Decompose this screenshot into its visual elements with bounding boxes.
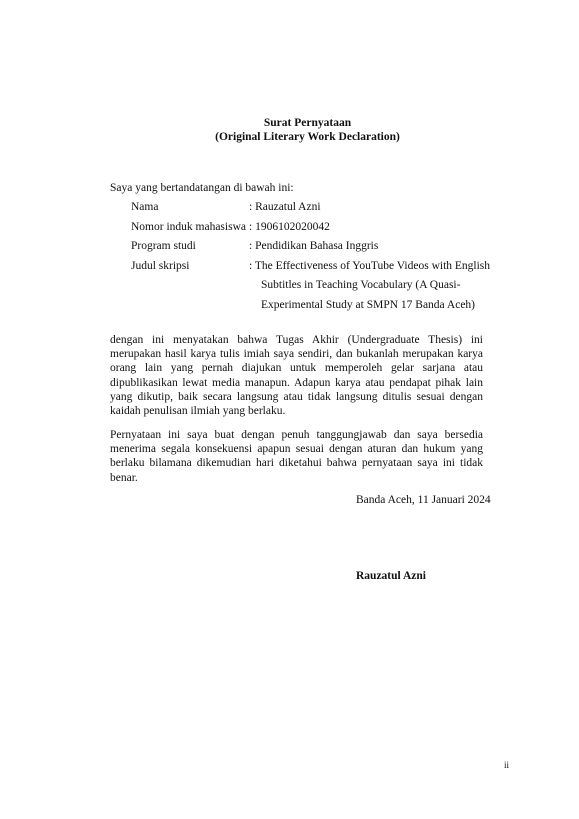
nim-value: : 1906102020042 bbox=[249, 220, 330, 233]
program-label: Program studi bbox=[131, 240, 196, 252]
page-number: ii bbox=[504, 760, 510, 770]
declaration-subtitle: (Original Literary Work Declaration) bbox=[215, 131, 400, 143]
name-label: Nama bbox=[131, 201, 159, 213]
program-value: : Pendidikan Bahasa Inggris bbox=[249, 240, 379, 252]
responsibility-paragraph: Pernyataan ini saya buat dengan penuh tanggungjawab dan saya bersedia menerima segala konsekuensi apapun sesuai dengan aturan dan hukum yang berlaku bilamana dikemudian hari diketahui bahwa pernyataan saya ini tidak benar. bbox=[110, 429, 483, 484]
nim-label: Nomor induk mahasiswa bbox=[131, 220, 246, 233]
thesis-title-line: Experimental Study at SMPN 17 Banda Aceh) bbox=[261, 298, 475, 311]
thesis-title-line: Subtitles in Teaching Vocabulary (A Quasi- bbox=[261, 279, 461, 291]
place-date: Banda Aceh, 11 Januari 2024 bbox=[356, 494, 491, 506]
thesis-label: Judul skripsi bbox=[131, 259, 190, 272]
statement-paragraph: dengan ini menyatakan bahwa Tugas Akhir (Undergraduate Thesis) ini merupakan hasil karya tulis imiah saya sendiri, dan bukanlah merupakan karya orang lain yang pernah diajukan untuk memperoleh gelar sarjana atau dipublikasikan lewat media manapun. Adapun karya atau pendapat pihak lain yang dikutip, baik secara langsung atau tidak langsung ditulis sesuai dengan kaidah penulisan ilmiah yang berlaku. bbox=[110, 334, 483, 418]
intro-text: Saya yang bertandatangan di bawah ini: bbox=[110, 182, 294, 194]
thesis-title-line: : The Effectiveness of YouTube Videos with English bbox=[249, 259, 491, 272]
declaration-title: Surat Pernyataan bbox=[263, 117, 352, 129]
signer-name: Rauzatul Azni bbox=[356, 570, 426, 582]
declaration-heading bbox=[18, 116, 579, 144]
name-value: : Rauzatul Azni bbox=[249, 201, 321, 213]
